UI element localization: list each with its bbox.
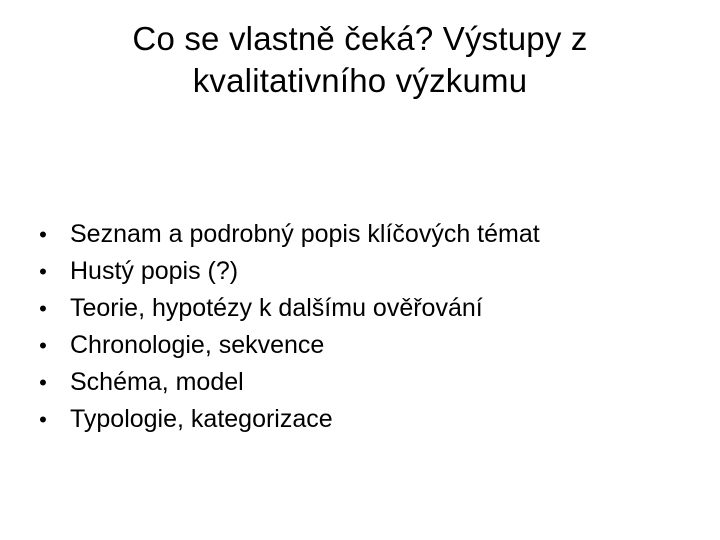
- bullet-dot-icon: •: [39, 259, 47, 284]
- bullet-text: Teorie, hypotézy k dalšímu ověřování: [70, 294, 483, 322]
- bullet-item: [36, 290, 696, 327]
- bullet-list: [36, 216, 696, 438]
- bullet-dot-icon: •: [39, 407, 47, 432]
- slide-title: Co se vlastně čeká? Výstupy z kvalitativního výzkumu: [132, 20, 588, 99]
- bullet-text: Schéma, model: [70, 368, 244, 396]
- bullet-text: Chronologie, sekvence: [70, 331, 325, 359]
- bullet-dot-icon: •: [39, 370, 47, 395]
- bullet-dot-icon: •: [39, 333, 47, 358]
- bullet-item: [36, 327, 696, 364]
- bullet-item: [36, 253, 696, 290]
- bullet-item: [36, 364, 696, 401]
- bullet-item: [36, 216, 696, 253]
- bullet-text: Typologie, kategorizace: [70, 405, 333, 433]
- bullet-text: Hustý popis (?): [70, 257, 239, 285]
- bullet-text: Seznam a podrobný popis klíčových témat: [70, 220, 540, 248]
- bullet-dot-icon: •: [39, 222, 47, 247]
- bullet-dot-icon: •: [39, 296, 47, 321]
- bullet-item: [36, 401, 696, 438]
